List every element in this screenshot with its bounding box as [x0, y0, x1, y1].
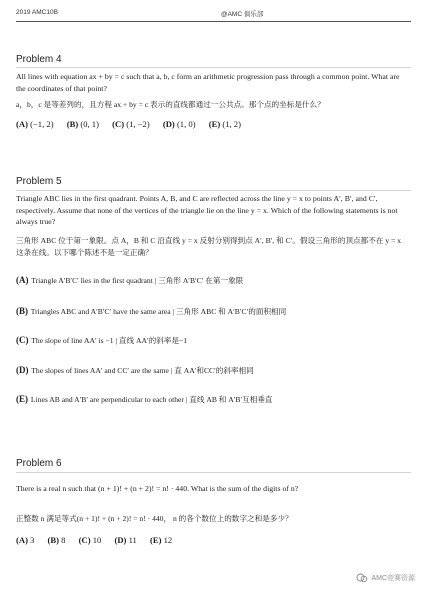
choice-text: Triangle A′B′C′ lies in the first quadrant | 三角形 A′B′C′ 在第一象限 — [31, 276, 244, 285]
choice-letter: (E) — [150, 535, 162, 545]
problem-5-choice-a[interactable] — [16, 275, 408, 286]
problem-4-choice-b[interactable] — [67, 119, 99, 129]
choice-letter: (A) — [16, 119, 28, 129]
problem-4-statement-cn: a，b，c 是等差列的，且方程 ax + by = c 表示的直线都通过一公共点。那个点的坐标是什么？ — [16, 100, 325, 109]
choice-text: The slope of line AA′ is −1 | 直线 AA′的斜率是−1 — [31, 336, 188, 345]
choice-text: 8 — [61, 535, 66, 545]
choice-text: (1, −2) — [126, 119, 150, 129]
choice-text: Triangles ABC and A′B′C′ have the same area | 三角形 ABC 和 A′B′C′的面积相同 — [30, 307, 287, 316]
choice-letter: (A) — [16, 275, 29, 285]
problem-6-statement-cn: 正整数 n 满足等式(n + 1)! + (n + 2)! = n! · 440， n 的各个数位上的数字之和是多少？ — [16, 514, 293, 523]
problem-4-statement-en: All lines with equation ax + by = c such that a, b, c form an arithmetic progression pass through a common point. What are the coordinates of that point? — [16, 72, 400, 93]
problem-5-divider — [16, 190, 411, 191]
choice-letter: (B) — [47, 535, 60, 545]
choice-letter: (B) — [66, 119, 79, 129]
watermark — [356, 573, 415, 583]
problem-5-statement-cn: 三角形 ABC 位于第一象限。点 A，B 和 C 沿直线 y = x 反射分别得到点 A′, B′, 和 C′。假设三角形的顶点都不在 y = x 这条在线。以下哪个陈述不是一定正确？ — [16, 236, 402, 257]
problem-6-choice-e[interactable] — [150, 535, 172, 545]
choice-letter: (C) — [112, 119, 125, 129]
choice-text: (0, 1) — [80, 119, 99, 129]
watermark-logo-icon — [356, 573, 368, 583]
choice-text: 12 — [163, 535, 173, 545]
problem-4-title: Problem 4 — [16, 54, 62, 65]
problem-6-statement-en: There is a real n such that (n + 1)! + (n + 2)! = n! · 440. What is the sum of the digits of n? — [16, 484, 299, 493]
choice-text: (1, 2) — [222, 119, 241, 129]
problem-4-divider — [16, 67, 411, 68]
choice-text: The slopes of lines AA′ and CC′ are the same | 直 AA′和CC′的斜率相同 — [31, 366, 254, 375]
choice-text: (−1, 2) — [30, 119, 54, 129]
header-exam-label: 2019 AMC10B — [16, 9, 58, 16]
choice-letter: (E) — [208, 119, 221, 129]
header-club-label: @AMC 俱乐部 — [221, 11, 264, 18]
choice-letter: (A) — [16, 535, 28, 545]
problem-4-choice-a[interactable] — [16, 119, 54, 129]
problem-6-choice-c[interactable] — [79, 535, 102, 545]
choice-text: 3 — [30, 535, 35, 545]
choice-text: Lines AB and A′B′ are perpendicular to each other | 直线 AB 和 A′B′互相垂直 — [30, 395, 273, 404]
choice-letter: (B) — [16, 306, 28, 316]
problem-6-choice-b[interactable] — [48, 535, 66, 545]
problem-4-choice-d[interactable] — [163, 119, 196, 129]
choice-letter: (D) — [16, 365, 29, 375]
watermark-text: AMC竞赛资源 — [371, 575, 415, 582]
problem-6-choice-d[interactable] — [114, 535, 136, 545]
problem-5-title: Problem 5 — [16, 176, 62, 187]
problem-6-choice-a[interactable] — [16, 535, 34, 545]
problem-6-title: Problem 6 — [16, 458, 62, 469]
problem-5-statement-en: Triangle ABC lies in the first quadrant. Points A, B, and C are reflected across the line y = x to points A′, B′, and C′, respectively. Assume that none of the vertices of the triangle lie on the line y = x. Which of the following statements is not always true? — [16, 194, 398, 226]
problem-4-choice-e[interactable] — [209, 119, 241, 129]
problem-5-choice-e[interactable] — [16, 394, 408, 405]
problem-6-choices — [16, 535, 183, 545]
problem-4-choice-c[interactable] — [112, 119, 150, 129]
choice-letter: (C) — [16, 335, 29, 345]
problem-5-choice-d[interactable] — [16, 365, 408, 376]
problem-4-choices — [16, 119, 252, 129]
header-divider — [16, 21, 411, 22]
choice-text: (1, 0) — [176, 119, 196, 129]
problem-5-choice-c[interactable] — [16, 335, 408, 346]
choice-text: 11 — [128, 535, 137, 545]
choice-text: 10 — [92, 535, 102, 545]
choice-letter: (C) — [78, 535, 91, 545]
problem-5-choice-b[interactable] — [16, 306, 408, 317]
choice-letter: (D) — [162, 119, 175, 129]
problem-6-divider — [16, 472, 411, 473]
choice-letter: (E) — [16, 394, 28, 404]
choice-letter: (D) — [114, 535, 127, 545]
